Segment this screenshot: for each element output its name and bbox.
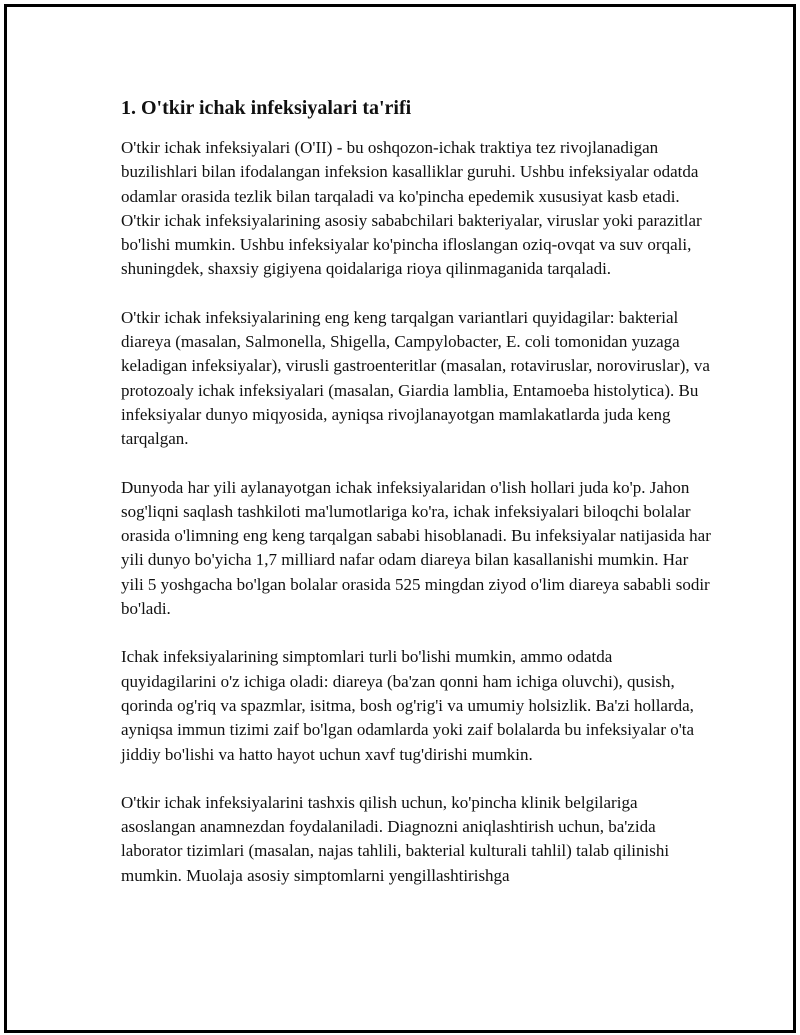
paragraph-symptoms: Ichak infeksiyalarining simptomlari turli bo'lishi mumkin, ammo odatda quyidagilarini o'z ichiga oladi: diareya (ba'zan qonni ham ichiga oluvchi), qusish, qorinda og'riq va spazmlar, isitma, bosh og'rig'i va umumiy holsizlik. Ba'zi hollarda, ayniqsa immun tizimi zaif bo'lgan odamlarda yoki zaif bolalarda bu infeksiyalar o'ta jiddiy bo'lishi va hatto hayot uchun xavf tug'dirishi mumkin. [121, 647, 695, 764]
paragraph-statistics: Dunyoda har yili aylanayotgan ichak infeksiyalaridan o'lish hollari juda ko'p. Jahon sog'liqni saqlash tashkiloti ma'lumotlariga ko'ra, ichak infeksiyalari biloqchi bolalar orasida o'limning eng keng tarqalgan sababi hisoblanadi. Bu infeksiyalar natijasida har yili dunyo bo'yicha 1,7 milliard nafar odam diareya bilan kasallanishi mumkin. Har yili 5 yoshgacha bo'lgan bolalar orasida 525 mingdan ziyod o'lim diareya sababli sodir bo'ladi. [121, 477, 711, 619]
page-frame [4, 4, 796, 1033]
section-heading: 1. O'tkir ichak infeksiyalari ta'rifi [121, 97, 412, 119]
paragraph-variants: O'tkir ichak infeksiyalarining eng keng tarqalgan variantlari quyidagilar: bakterial diareya (masalan, Salmonella, Shigella, Campylobacter, E. coli tomonidan yuzaga keladigan infeksiyalar), virusli gastroenteritlar (masalan, rotaviruslar, noroviruslar), va protozoaly ichak infeksiyalari (masalan, Giardia lamblia, Entamoeba histolytica). Bu infeksiyalar dunyo miqyosida, ayniqsa rivojlanayotgan mamlakatlarda juda keng tarqalgan. [121, 307, 710, 449]
paragraph-definition: O'tkir ichak infeksiyalari (O'II) - bu oshqozon-ichak traktiya tez rivojlanadigan buzilishlari bilan ifodalangan infeksion kasalliklar guruhi. Ushbu infeksiyalar odatda odamlar orasida tezlik bilan tarqaladi va ko'pincha epedemik xususiyat kasb etadi. O'tkir ichak infeksiyalarining asosiy sababchilari bakteriyalar, viruslar yoki parazitlar bo'lishi mumkin. Ushbu infeksiyalar ko'pincha ifloslangan oziq-ovqat va suv orqali, shuningdek, shaxsiy gigiyena qoidalariga rioya qilinmaganida tarqaladi. [121, 138, 702, 279]
paragraph-diagnosis: O'tkir ichak infeksiyalarini tashxis qilish uchun, ko'pincha klinik belgilariga asoslangan anamnezdan foydalaniladi. Diagnozni aniqlashtirish uchun, ba'zida laborator tizimlari (masalan, najas tahlili, bakterial kulturali tahlil) talab qilinishi mumkin. Muolaja asosiy simptomlarni yengillashtirishga [121, 792, 670, 885]
document-body [121, 95, 711, 912]
